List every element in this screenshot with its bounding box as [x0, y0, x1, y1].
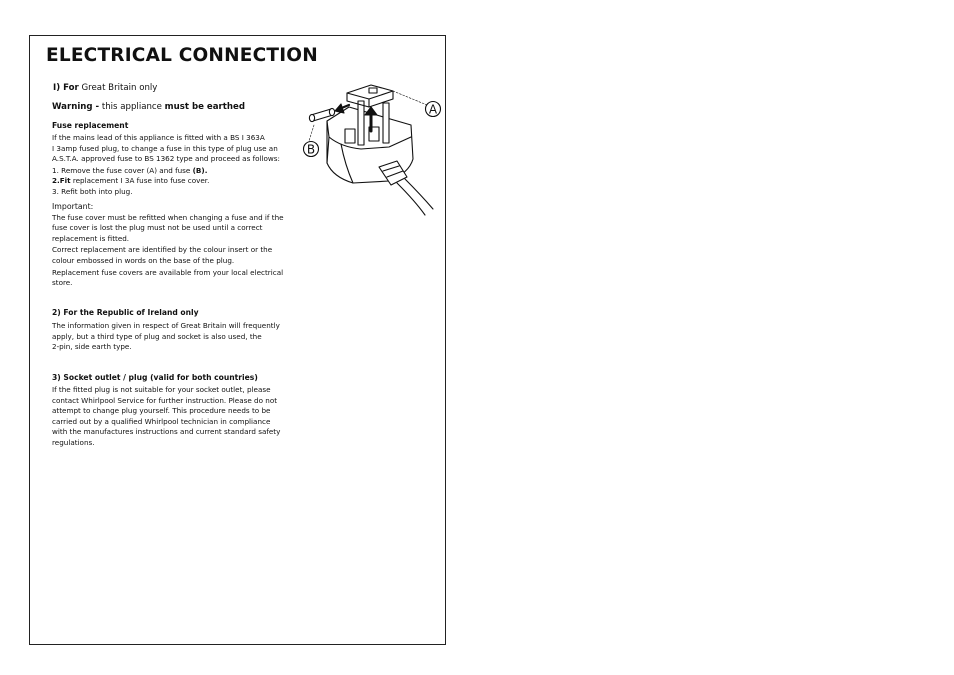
socket-line: attempt to change plug yourself. This procedure needs to be: [52, 406, 271, 416]
correct-line: colour embossed in words on the base of the plug.: [52, 255, 235, 265]
socket-line: If the fitted plug is not suitable for your socket outlet, please: [52, 385, 271, 394]
gb-rest: Great Britain only: [78, 83, 158, 93]
socket-line: contact Whirlpool Service for further instruction. Please do not: [52, 395, 278, 405]
ireland-line: apply, but a third type of plug and socket is also used, the: [52, 331, 262, 341]
correct-line: Correct replacement are identified by the colour insert or the: [52, 245, 273, 255]
socket-line: with the manufactures instructions and current standard safety: [52, 427, 281, 437]
fuse-step-2: 2.Fit replacement I 3A fuse into fuse cover.: [52, 176, 210, 186]
gb-heading: [53, 83, 293, 94]
warning-bold: Warning -: [52, 102, 100, 112]
ireland-line: 2-pin, side earth type.: [52, 342, 132, 352]
important-block: [52, 202, 302, 289]
ireland-body: [52, 321, 302, 353]
fuse-step-1: 1. Remove the fuse cover (A) and fuse (B).: [52, 165, 208, 175]
important-line: The fuse cover must be refitted when changing a fuse and if the: [52, 212, 284, 222]
fuse-intro-line: I 3amp fused plug, to change a fuse in this type of plug use an: [52, 143, 278, 153]
fuse-intro: [52, 133, 302, 198]
label-a: A: [428, 102, 438, 117]
socket-body: [52, 385, 302, 449]
label-b: B: [306, 142, 316, 157]
gb-prefix: I) For: [53, 83, 79, 93]
warning-earthed: must be earthed: [164, 102, 246, 112]
covers-line: store.: [52, 278, 73, 288]
important-line: fuse cover is lost the plug must not be used until a correct: [52, 223, 263, 233]
warning-mid: this appliance: [99, 102, 165, 112]
fuse-step-3: 3. Refit both into plug.: [52, 186, 133, 196]
important-line: replacement is fitted.: [52, 233, 130, 243]
warning-line: [52, 102, 292, 113]
page-title: ELECTRICAL CONNECTION: [46, 45, 318, 66]
plug-fuse-illustration: [301, 81, 443, 216]
ireland-heading: 2) For the Republic of Ireland only: [52, 308, 199, 317]
fuse-intro-line: If the mains lead of this appliance is fitted with a BS I 363A: [52, 133, 265, 142]
important-label: Important:: [52, 202, 94, 211]
socket-line: regulations.: [52, 437, 95, 447]
covers-line: Replacement fuse covers are available from your local electrical: [52, 267, 284, 277]
ireland-line: The information given in respect of Great Britain will frequently: [52, 321, 280, 330]
page-frame: [29, 35, 446, 645]
fuse-intro-line: A.S.T.A. approved fuse to BS 1362 type and proceed as follows:: [52, 154, 280, 164]
fuse-heading: Fuse replacement: [52, 121, 129, 130]
socket-heading: 3) Socket outlet / plug (valid for both countries): [52, 373, 258, 382]
socket-line: carried out by a qualified Whirlpool technician in compliance: [52, 416, 271, 426]
